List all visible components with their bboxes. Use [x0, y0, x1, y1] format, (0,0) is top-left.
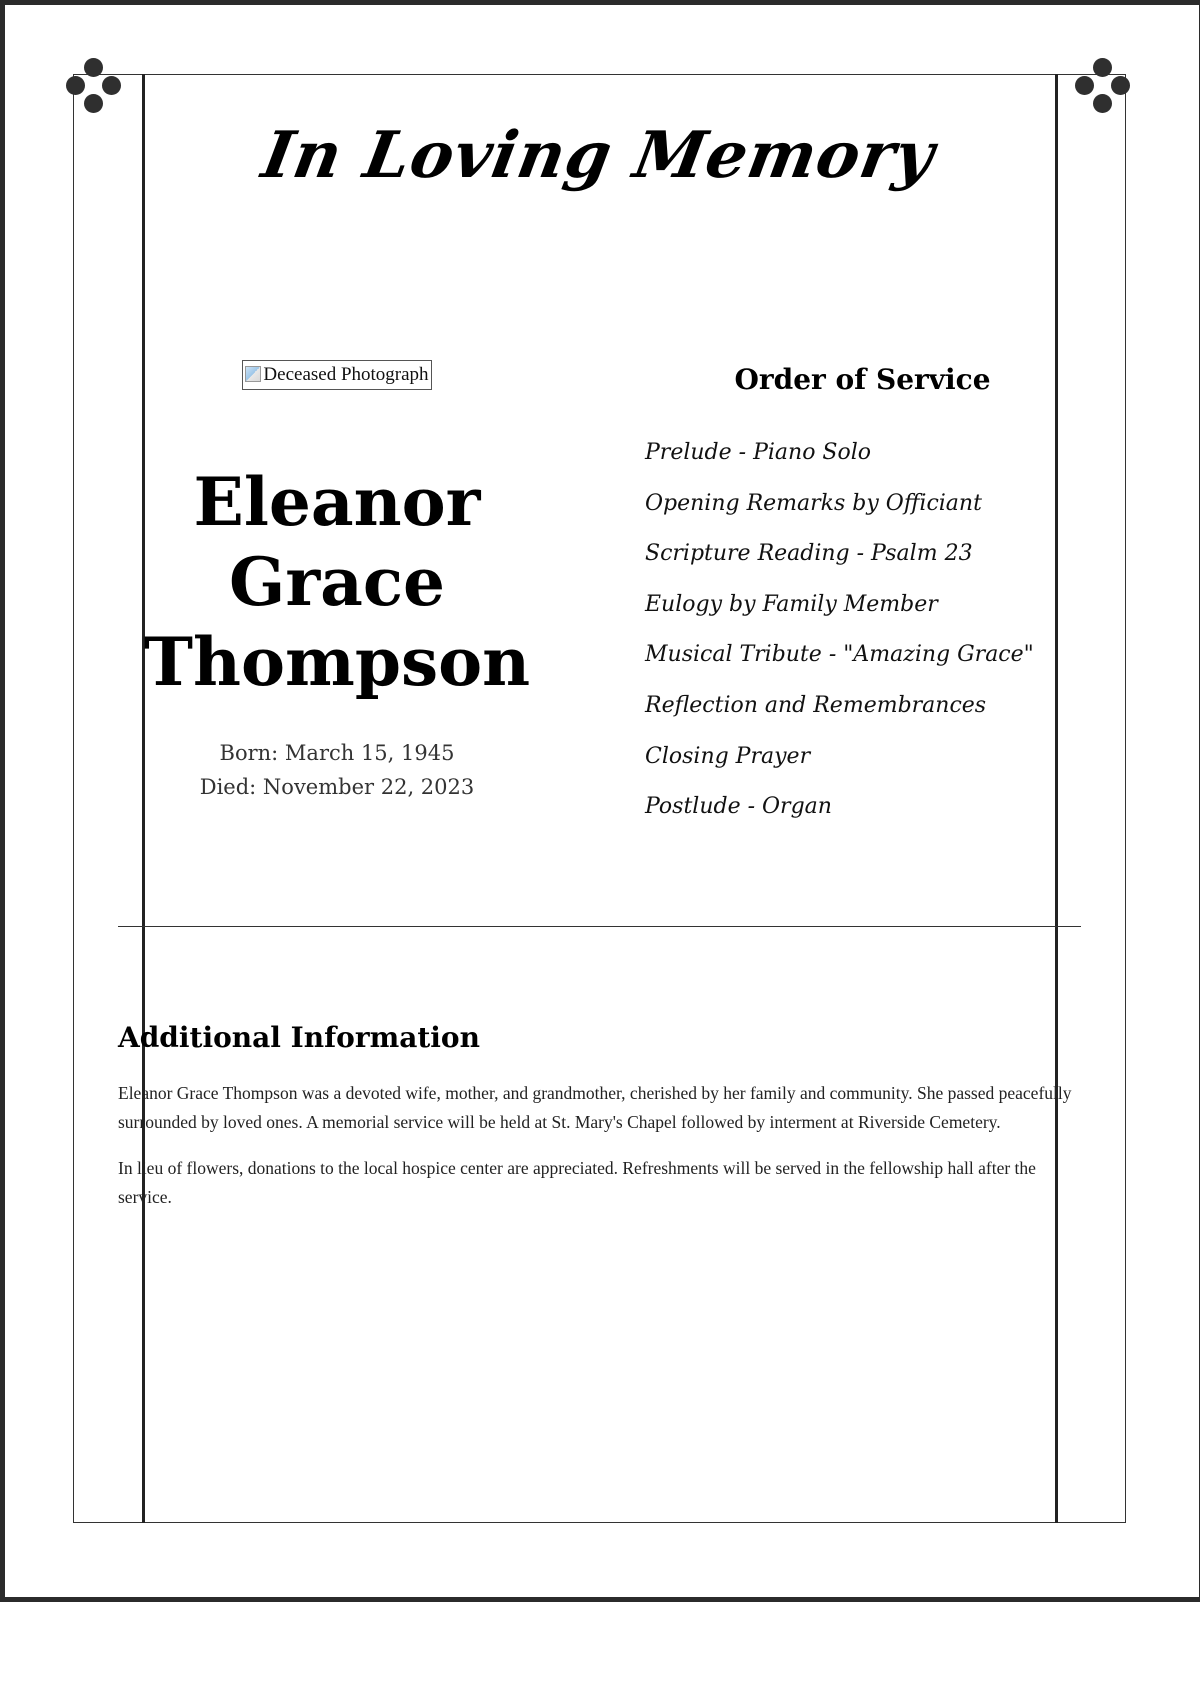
flourish-ornament-icon: [66, 58, 126, 118]
flourish-ornament-icon: [1075, 58, 1135, 118]
additional-information-paragraph: Eleanor Grace Thompson was a devoted wife, mother, and grandmother, cherished by her family and community. She passed peacefully surrounded by loved ones. A memorial service will be held at St. Mary's Chapel followed by interment at Riverside Cemetery.: [118, 1083, 1072, 1132]
section-divider: [118, 926, 1081, 927]
deceased-details: [142, 360, 532, 804]
life-dates: [142, 736, 532, 804]
service-item: Scripture Reading - Psalm 23: [645, 541, 973, 567]
service-item: Closing Prayer: [645, 743, 811, 769]
service-item: Postlude - Organ: [645, 794, 832, 820]
order-of-service-heading: Order of Service: [734, 363, 991, 396]
service-item: Prelude - Piano Solo: [645, 440, 872, 465]
service-list: [645, 440, 1080, 845]
service-item: Musical Tribute - "Amazing Grace": [645, 642, 1034, 668]
deceased-photo: [242, 360, 431, 390]
additional-information-heading: Additional Information: [118, 1021, 480, 1054]
page-title: In Loving Memory: [256, 118, 941, 193]
service-item: Opening Remarks by Officiant: [645, 490, 982, 516]
additional-information: [118, 1018, 1083, 1211]
service-item: Eulogy by Family Member: [645, 591, 938, 617]
name-line: Thompson: [143, 623, 531, 701]
broken-image-icon: [245, 366, 261, 382]
death-date: Died: November 22, 2023: [199, 775, 475, 799]
name-line: Grace: [228, 543, 446, 621]
deceased-name: [142, 462, 532, 702]
service-item: Reflection and Remembrances: [645, 692, 987, 718]
order-of-service: [645, 360, 1080, 845]
photo-alt-text: Deceased Photograph: [263, 364, 429, 385]
name-line: Eleanor: [193, 463, 481, 541]
additional-information-paragraph: In lieu of flowers, donations to the local hospice center are appreciated. Refreshments will be served in the fellowship hall after the service.: [118, 1158, 1036, 1207]
birth-date: Born: March 15, 1945: [219, 741, 455, 765]
